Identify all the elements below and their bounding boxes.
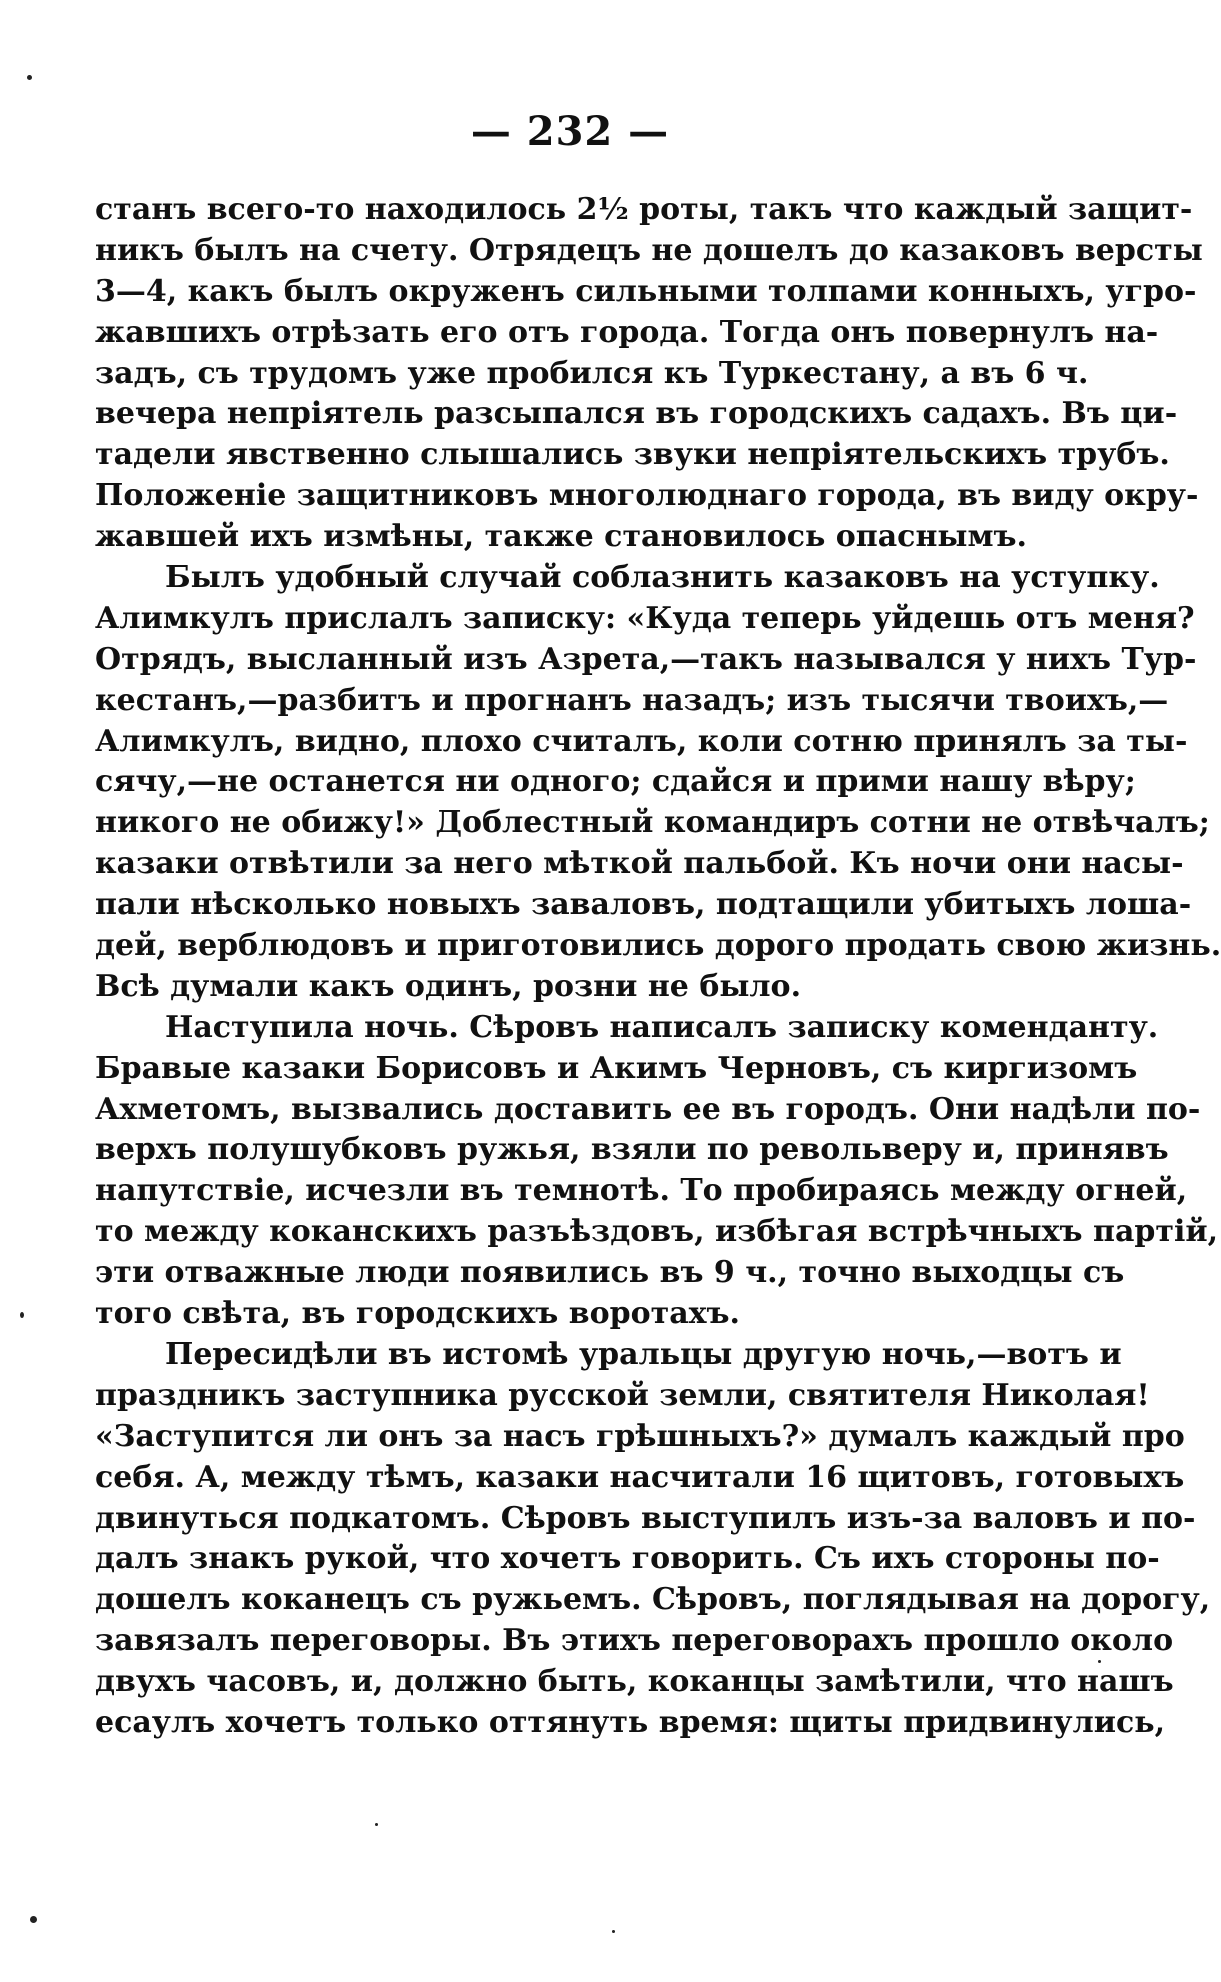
scan-speck (27, 75, 32, 80)
text-line: Бравые казаки Борисовъ и Акимъ Черновъ, съ киргизомъ (95, 1050, 1138, 1086)
scan-speck (612, 1930, 615, 1933)
text-line: двухъ часовъ, и, должно быть, коканцы замѣтили, что нашъ (95, 1664, 1174, 1700)
text-line: никъ былъ на счету. Отрядецъ не дошелъ до казаковъ версты (95, 232, 1203, 268)
text-line: Былъ удобный случай соблазнить казаковъ на уступку. (165, 560, 1160, 596)
text-line: никого не обижу!» Доблестный командиръ сотни не отвѣчалъ; (95, 805, 1210, 841)
body-text (95, 190, 1221, 1744)
text-line: праздникъ заступника русской земли, святителя Николая! (95, 1377, 1150, 1413)
text-line: себя. А, между тѣмъ, казаки насчитали 16 щитовъ, готовыхъ (95, 1459, 1185, 1495)
text-line: Отрядъ, высланный изъ Азрета,—такъ назывался у нихъ Тур- (95, 641, 1197, 677)
text-line: вечера непріятель разсыпался въ городскихъ садахъ. Въ ци- (95, 396, 1178, 432)
text-line: эти отважные люди появились въ 9 ч., точно выходцы съ (95, 1255, 1125, 1291)
text-line: «Заступится ли онъ за насъ грѣшныхъ?» думалъ каждый про (95, 1418, 1185, 1454)
text-line: сячу,—не останется ни одного; сдайся и прими нашу вѣру; (95, 764, 1136, 800)
text-line: Всѣ думали какъ одинъ, розни не было. (95, 968, 802, 1004)
text-line: то между коканскихъ разъѣздовъ, избѣгая встрѣчныхъ партій, (95, 1214, 1219, 1250)
scan-speck (30, 1916, 37, 1923)
text-line: жавшихъ отрѣзать его отъ города. Тогда онъ повернулъ на- (95, 314, 1159, 350)
text-line: кестанъ,—разбитъ и прогнанъ назадъ; изъ тысячи твоихъ,— (95, 682, 1169, 718)
scan-speck (1098, 1660, 1101, 1663)
text-line: двинуться подкатомъ. Сѣровъ выступилъ изъ-за валовъ и по- (95, 1500, 1196, 1536)
text-line: завязалъ переговоры. Въ этихъ переговорахъ прошло около (95, 1623, 1174, 1659)
text-line: тадели явственно слышались звуки непріятельскихъ трубъ. (95, 437, 1170, 473)
text-line: есаулъ хочетъ только оттянуть время: щиты придвинулись, (95, 1704, 1166, 1740)
text-line: дей, верблюдовъ и приготовились дорого продать свою жизнь. (95, 928, 1221, 964)
text-line: напутствіе, исчезли въ темнотѣ. То пробираясь между огней, (95, 1173, 1188, 1209)
text-line: задъ, съ трудомъ уже пробился къ Туркестану, а въ 6 ч. (95, 355, 1089, 391)
scan-speck (20, 1312, 24, 1318)
text-line: Алимкулъ, видно, плохо считалъ, коли сотню принялъ за ты- (95, 723, 1188, 759)
text-line: жавшей ихъ измѣны, также становилось опаснымъ. (95, 519, 1027, 555)
text-line: казаки отвѣтили за него мѣткой пальбой. Къ ночи они насы- (95, 846, 1184, 882)
scan-speck (375, 1823, 378, 1826)
text-line: Алимкулъ прислалъ записку: «Куда теперь уйдешь отъ меня? (95, 600, 1195, 636)
text-line: Ахметомъ, вызвались доставить ее въ городъ. Они надѣли по- (95, 1091, 1201, 1127)
text-line: Положеніе защитниковъ многолюднаго города, въ виду окру- (95, 478, 1199, 514)
text-line: 3—4, какъ былъ окруженъ сильными толпами конныхъ, угро- (95, 273, 1197, 309)
text-line: Наступила ночь. Сѣровъ написалъ записку коменданту. (165, 1009, 1159, 1045)
text-line: Пересидѣли въ истомѣ уральцы другую ночь,—вотъ и (165, 1336, 1122, 1372)
text-line: верхъ полушубковъ ружья, взяли по револьверу и, принявъ (95, 1132, 1169, 1168)
text-line: далъ знакъ рукой, что хочетъ говорить. Съ ихъ стороны по- (95, 1541, 1160, 1577)
text-line: дошелъ коканецъ съ ружьемъ. Сѣровъ, поглядывая на дорогу, (95, 1582, 1211, 1618)
text-line: станъ всего-то находилось 2½ роты, такъ что каждый защит- (95, 192, 1193, 227)
page-number: — 232 — (470, 108, 670, 155)
text-line: того свѣта, въ городскихъ воротахъ. (95, 1296, 740, 1332)
text-line: пали нѣсколько новыхъ заваловъ, подтащили убитыхъ лоша- (95, 887, 1192, 923)
